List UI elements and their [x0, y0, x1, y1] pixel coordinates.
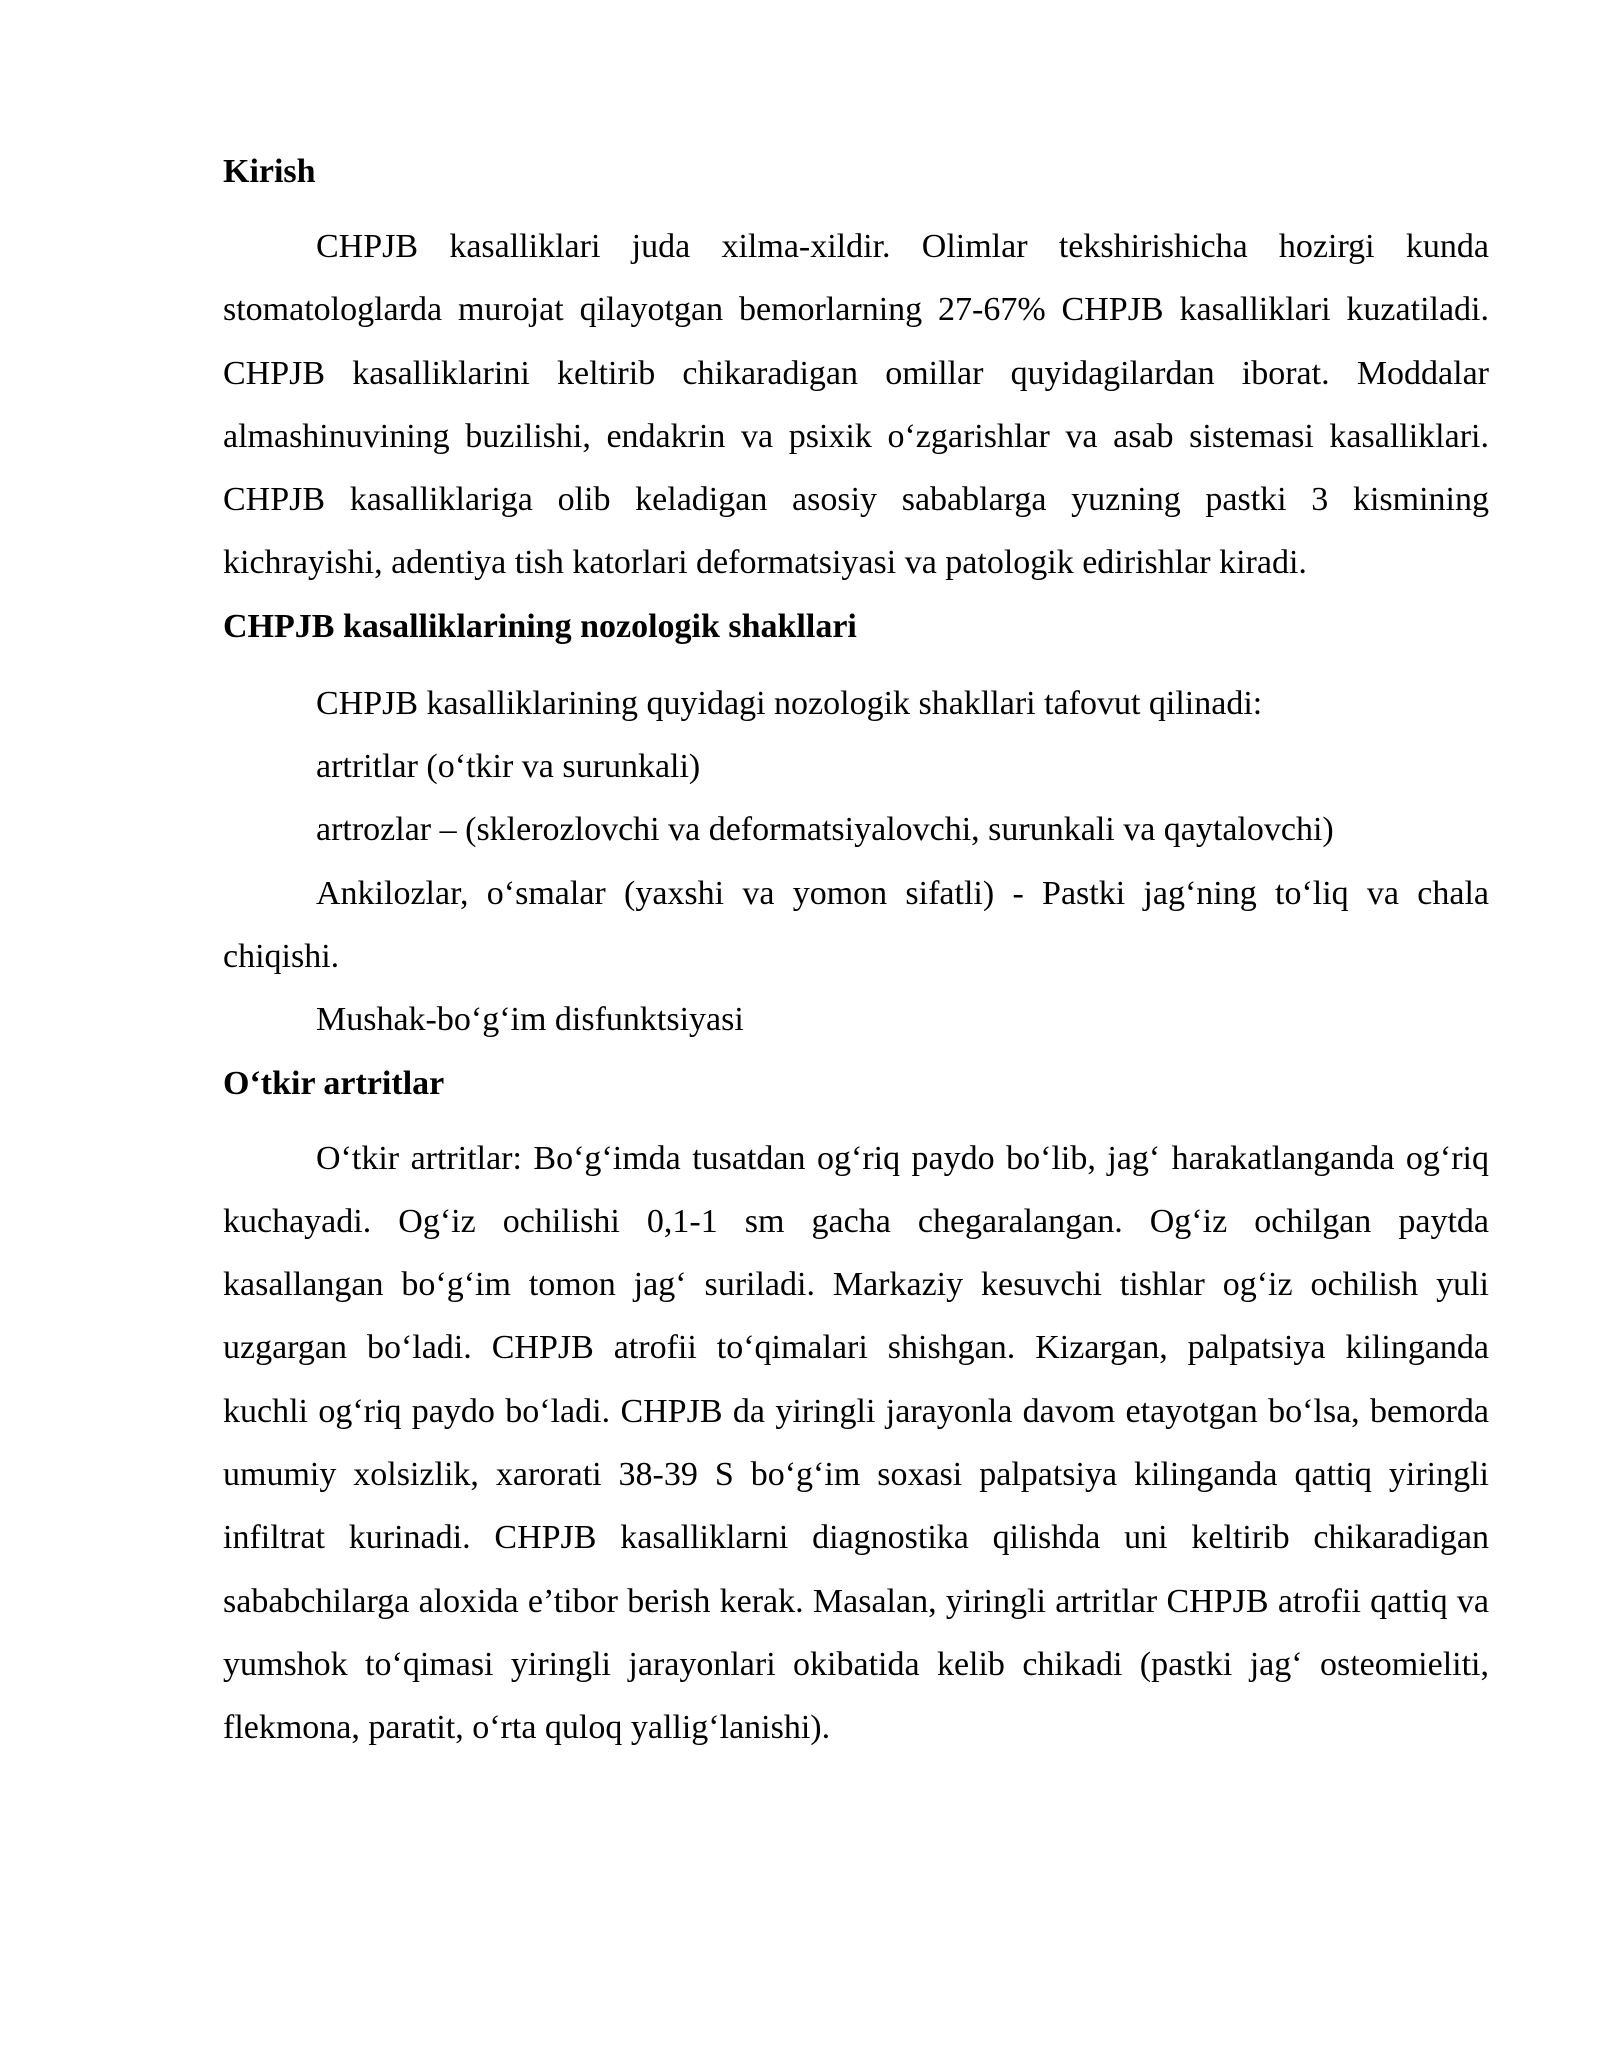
- forms-item-artrozlar: artrozlar – (sklerozlovchi va deformatsiyalovchi, surunkali va qaytalovchi): [316, 811, 1334, 849]
- heading-kirish: Kirish: [223, 153, 316, 190]
- forms-item-artritlar: artritlar (o‘tkir va surunkali): [316, 748, 701, 786]
- forms-item-disfunktsiya: Mushak-bo‘g‘im disfunktsiyasi: [316, 1001, 744, 1039]
- spacer: [223, 658, 1489, 672]
- acute-paragraph: O‘tkir artritlar: Bo‘g‘imda tusatdan og‘riq paydo bo‘lib, jag‘ harakatlanganda og‘riq kuchayadi. Og‘iz ochilishi 0,1-1 sm gacha chegaralangan. Og‘iz ochilgan paytda kasallangan bo‘g‘im tomon jag‘ suriladi. Markaziy kesuvchi tishlar og‘iz ochilish yuli uzgargan bo‘ladi. CHPJB atrofii to‘qimalari shishgan. Kizargan, palpatsiya kilinganda kuchli og‘riq paydo bo‘ladi. CHPJB da yiringli jarayonla davom etayotgan bo‘lsa, bemorda umumiy xolsizlik, xarorati 38-39 S bo‘g‘im soxasi palpatsiya kilinganda qattiq yiringli infiltrat kurinadi. CHPJB kasalliklarni diagnostika qilishda uni keltirib chikaradigan sababchilarga aloxida e’tibor berish kerak. Masalan, yiringli artritlar CHPJB atrofii qattiq va yumshok to‘qimasi yiringli jarayonlari okibatida kelib chikadi (pastki jag‘ osteomieliti, flekmona, paratit, o‘rta quloq yallig‘lanishi).: [223, 1139, 1489, 1747]
- document-body: [223, 140, 1489, 1760]
- intro-paragraph: CHPJB kasalliklari juda xilma-xildir. Olimlar tekshirishicha hozirgi kunda stomatologlarda murojat qilayotgan bemorlarning 27-67% CHPJB kasalliklari kuzatiladi. CHPJB kasalliklarini keltirib chikaradigan omillar quyidagilardan iborat. Moddalar almashinuvining buzilishi, endakrin va psixik o‘zgarishlar va asab sistemasi kasalliklari. CHPJB kasalliklariga olib keladigan asosiy sabablarga yuzning pastki 3 kismining kichrayishi, adentiya tish katorlari deformatsiyasi va patologik edirishlar kiradi.: [223, 228, 1489, 582]
- forms-item-ankilozlar: Ankilozlar, o‘smalar (yaxshi va yomon sifatli) - Pastki jag‘ning to‘liq va chala chiqishi.: [223, 874, 1489, 975]
- forms-lead: CHPJB kasalliklarining quyidagi nozologik shakllari tafovut qilinadi:: [316, 684, 1263, 722]
- heading-otkir-artritlar: O‘tkir artritlar: [223, 1064, 445, 1102]
- heading-nozologik-shakllari: CHPJB kasalliklarining nozologik shakllari: [223, 607, 857, 645]
